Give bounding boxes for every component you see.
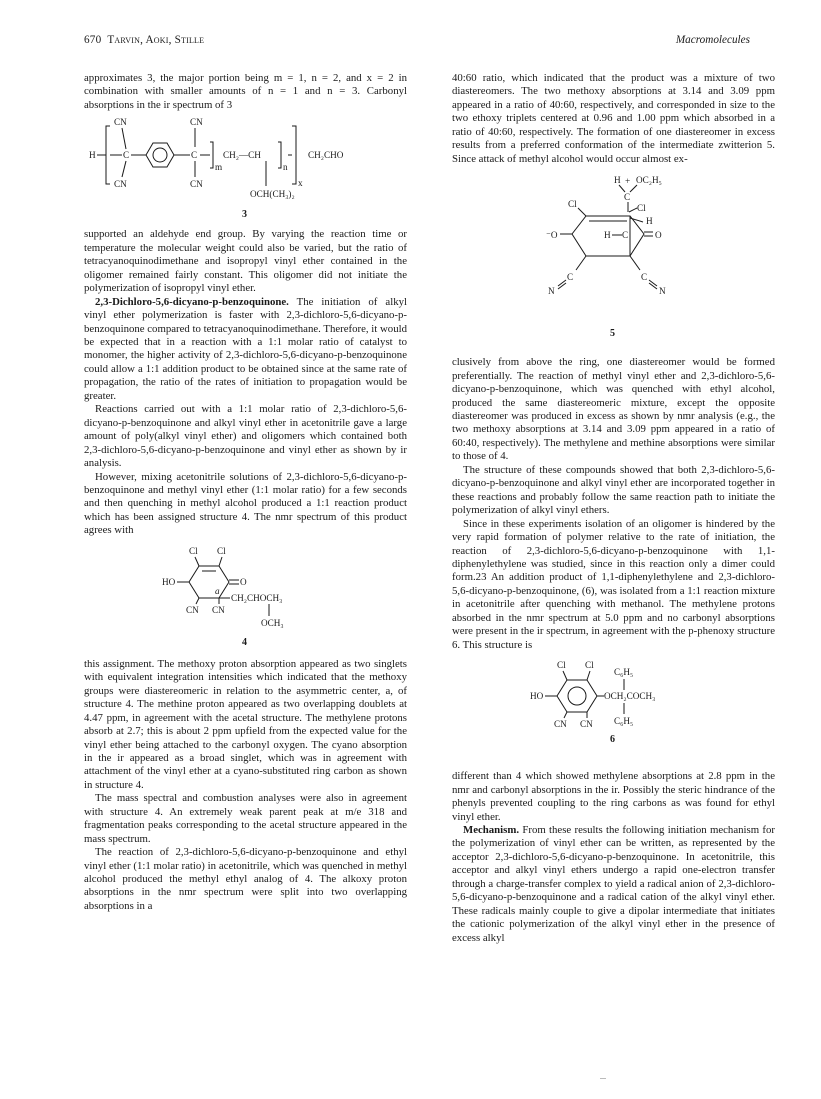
structure-label: C: [190, 150, 197, 161]
structure-label: OCH₂COCH₃: [603, 691, 655, 702]
paragraph: 40:60 ratio, which indicated that the product was a mixture of two diastereomers. The two methoxy absorptions at 3.14 and 3.09 ppm appeared in a ratio of 40:60, respectively, and corresponded in size to the two ethoxy triplets centered at 0.96 and 1.00 ppm which absorbed in a ratio of 40:60, respectively. The formation of one diastereomer in excess results from a preferred conformation of the intermediate zwitterion 5. Since attack of methyl alcohol would occur almost ex-: [452, 72, 775, 165]
structure-label: H: [603, 230, 611, 241]
structure-label: CN: [579, 719, 593, 730]
structure-label: C₆H₅: [613, 667, 633, 678]
paragraph: However, mixing acetonitrile solutions of 2,3-dichloro-5,6-dicyano-p-benzoquinone and methyl vinyl ether (1:1 molar ratio) for a few seconds and then quenching in methyl alcohol produced a 1:1 reaction product which has been assigned structure 4. The nmr spectrum of this product agrees with: [84, 470, 407, 537]
subscript-n: n: [282, 162, 288, 173]
structure-label: ⁻O: [545, 230, 557, 241]
subscript-m: m: [214, 162, 222, 173]
structure-label: C: [621, 230, 628, 241]
structure-number: 5: [609, 328, 615, 340]
structure-number: 4: [241, 636, 247, 648]
paragraph: The structure of these compounds showed that both 2,3-dichloro-5,6-dicyano-p-benzoquinone and alkyl vinyl ether are incorporated together in these reactions and probably follow the same reaction path to initiate the polymerization of alkyl vinyl ethers.: [452, 463, 775, 517]
structure-label: OCH₃: [260, 617, 284, 628]
structure-label: H: [88, 150, 96, 161]
structure-label: CH₂—CH: [222, 150, 261, 161]
structure-label: H: [645, 216, 653, 227]
structure-label: OCH(CH₃)₂: [249, 189, 295, 200]
structure-label: N: [547, 286, 555, 297]
structure-label: CN: [553, 719, 567, 730]
paragraph: supported an aldehyde end group. By varying the reaction time or temperature the molecular weight could also be varied, but the ratio of tetracyanoquinodimethane and isopropyl vinyl ether contained in the oligomer remained fairly constant. This oligomer did not initiate the polymerization of isopropyl vinyl ether.: [84, 228, 407, 295]
structure-label: +: [624, 176, 630, 187]
structure-label: O: [239, 576, 247, 587]
structure-label: C: [623, 192, 630, 203]
structure-label: CN: [113, 179, 127, 190]
structure-label: C: [566, 272, 573, 283]
bracket: [292, 126, 296, 184]
structure-label: CH₂CHO: [307, 150, 343, 161]
footer-mark: [600, 1078, 606, 1079]
structure-label: N: [658, 286, 666, 297]
structure-label: CN: [189, 117, 203, 128]
bracket: [210, 142, 213, 168]
structure-label: C: [640, 272, 647, 283]
structure-3: [84, 116, 407, 220]
paragraph: this assignment. The methoxy proton absorption appeared as two singlets with equivalent integration intensities which indicated that the methoxy groups were diastereomeric in relation to the asymmetric center, a, of structure 4. The methine proton appeared as two overlapping doublets at 4.47 ppm, in agreement with the acetal structure. The methylene protons absorb at 2.7; this is about 2 ppm upfield from the expected value for the vinyl ether being attached to the carbonyl oxygen. The cyano absorption in the ir appeared as a broad singlet, which was in agreement with attachment of the vinyl ether at a cyano-substituted ring carbon as shown in structure 4.: [84, 657, 407, 791]
author-line: Tarvin, Aoki, Stille: [107, 34, 205, 46]
paragraph: different than 4 which showed methylene absorptions at 2.8 ppm in the nmr and carbonyl absorptions in the ir. Possibly the steric hindrance of the phenyls prevented coupling to the ring carbons as was found for ethyl vinyl ether.: [452, 770, 775, 823]
benzene-ring: [146, 143, 174, 167]
structure-4: [84, 542, 407, 650]
structure-5: [452, 170, 775, 348]
section-runin-heading: Mechanism.: [463, 823, 520, 836]
structure-number: 3: [241, 209, 247, 221]
page-header: [84, 34, 750, 50]
structure-label: HO: [529, 691, 543, 702]
structure-label: C₆H₅: [613, 716, 633, 727]
structure-label: CN: [113, 117, 127, 128]
section-runin-heading: 2,3-Dichloro-5,6-dicyano-p-benzoquinone.: [95, 295, 289, 308]
paragraph: clusively from above the ring, one diastereomer would be formed preferentially. The reaction of methyl vinyl ether and 2,3-dichloro-5,6-dicyano-p-benzoquinone, which was quenched with ethyl alcohol, produced the same diastereomeric mixture, except the opposite diastereomer was produced in excess as shown by nmr analysis (e.g., the two methoxy absorptions at 3.14 and 3.09 ppm appeared in a ratio of 60:40, respectively). The methylene and methine absorptions were similar to those of 4.: [452, 356, 775, 463]
paragraph: approximates 3, the major portion being m = 1, n = 2, and x = 2 in combination with smaller amounts of n = 1 and n = 3. Carbonyl absorptions in the ir spectrum of 3: [84, 72, 407, 111]
structure-label: C: [122, 150, 129, 161]
bracket: [278, 142, 281, 168]
structure-label: Cl: [556, 660, 566, 671]
paragraph: Mechanism. From these results the following initiation mechanism for the polymerization of vinyl ether can be written, as represented by the acceptor 2,3-dichloro-5,6-dicyano-p-benzoquinone. In acetonitrile, this acceptor and alkyl vinyl ethers undergo a rapid one-electron transfer through a charge-transfer complex to yield a radical anion of 2,3-dichloro-5,6-dicyano-p-benzoquinone and a radical cation of the alkyl vinyl ether. These radicals mainly couple to give a dipolar intermediate that initiates the cationic polymerization of the alkyl vinyl ether in the presence of excess alkyl: [452, 823, 775, 944]
left-column: [84, 72, 407, 913]
benzene-ring: [557, 680, 597, 712]
running-head-left: [84, 34, 204, 46]
structure-label: Cl: [567, 199, 577, 210]
page-number: 670: [84, 34, 102, 46]
structure-label: HO: [161, 576, 175, 587]
structure-label: CH₂CHOCH₃: [230, 592, 282, 603]
structure-label: H: [613, 175, 621, 186]
structure-label: Cl: [216, 545, 226, 556]
journal-name: Macromolecules: [675, 34, 750, 46]
structure-label: CN: [185, 604, 199, 615]
structure-label: OC₂H₅: [635, 175, 662, 186]
subscript-x: x: [297, 178, 303, 189]
paragraph: The reaction of 2,3-dichloro-5,6-dicyano-p-benzoquinone and ethyl vinyl ether (1:1 molar ratio) in acetonitrile, which was quenched in methyl alcohol produced the methyl ethyl analog of 4. The alkoxy proton absorptions in the nmr spectrum were split into two overlapping absorptions in a: [84, 846, 407, 912]
bracket: [106, 126, 110, 184]
structure-label: Cl: [636, 203, 646, 214]
paragraph: 2,3-Dichloro-5,6-dicyano-p-benzoquinone. The initiation of alkyl vinyl ether polymerization is faster with 2,3-dichloro-5,6-dicyano-p-benzoquinone compared to tetracyanoquinodimethane. Therefore, it would be expected that in a reaction with a 1:1 molar ratio of catalyst to monomer, the higher activity of 2,3-dichloro-5,6-dicyano-p-benzoquinone could allow a 1:1 addition product to be obtained since at the same rate of propagation, the ratio of the rates of initiation to propagation would be greater.: [84, 295, 407, 402]
structure-label: Cl: [584, 660, 594, 671]
structure-6: [452, 656, 775, 762]
paragraph: The mass spectral and combustion analyses were also in agreement with structure 4. An extremely weak parent peak at m/e 318 and fragmentation peaks corresponding to the acetal structure appeared in the mass spectrum.: [84, 792, 407, 845]
structure-label: CN: [211, 604, 225, 615]
right-column: [452, 72, 775, 945]
structure-label: a: [214, 585, 220, 596]
paragraph: Reactions carried out with a 1:1 molar ratio of 2,3-dichloro-5,6-dicyano-p-benzoquinone and alkyl vinyl ether in acetonitrile gave a large amount of poly(alkyl vinyl ether) and oligomers which contained both 2,3-dichloro-5,6-dicyano-p-benzoquinone and vinyl ether as shown by ir analysis.: [84, 403, 407, 470]
structure-label: O: [654, 230, 662, 241]
paragraph: Since in these experiments isolation of an oligomer is hindered by the very rapid formation of polymer relative to the rate of initiation, the reaction of 2,3-dichloro-5,6-dicyano-p-benzoquinone with 1,1-diphenylethylene was studied, since in this reaction only a dimer could form.23 An addition product of 1,1-diphenylethylene and 2,3-dichloro-5,6-dicyano-p-benzoquinone, (6), was isolated from a 1:1 reaction mixture in acetonitrile after quenching with methanol. The methylene protons absorbed in the nmr spectrum at 5.0 ppm and no carbonyl absorptions were present in the ir spectrum, in agreement with the p-phenoxy structure 6. This structure is: [452, 517, 775, 651]
structure-number: 6: [609, 734, 615, 746]
structure-label: CN: [189, 179, 203, 190]
structure-label: Cl: [188, 545, 198, 556]
